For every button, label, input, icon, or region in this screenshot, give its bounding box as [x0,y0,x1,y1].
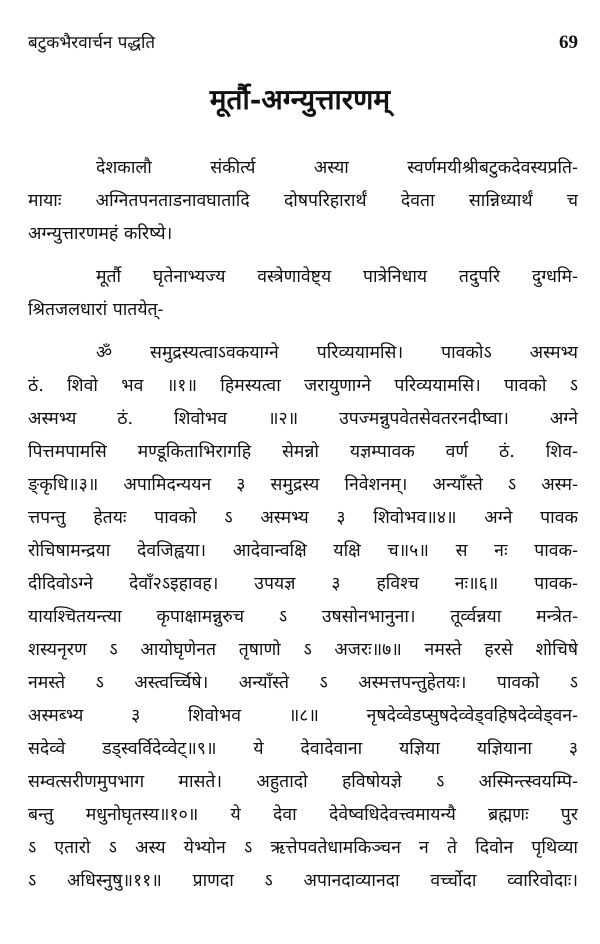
text-line: देशकालौ संकीर्त्य अस्या स्वर्णमयीश्रीबटुकदेवस्यप्रति- [96,158,578,178]
text-line: अस्मभ्य ठं. शिवोभव ॥२॥ उपज्मन्नुपवेतसेवतरनदीष्वा। अग्ने [28,409,578,429]
running-header [28,30,578,56]
body-text [28,152,578,898]
page-number: 69 [559,32,578,53]
text-line: शस्यनृरण ऽ आयोघृणेनत तृषाणो ऽ अजरः॥७॥ नमस्ते हरसे शोचिषे [28,640,578,660]
text-line: नमस्ते ऽ अस्त्वर्च्चिषे। अन्यॉंस्ते ऽ अस्मत्तपन्तुहेतयः। पावको ऽ [28,673,578,693]
paragraph-sankalpa [28,152,578,251]
text-line: ऽ अधिस्नुषु॥११॥ प्राणदा ऽ अपानदाव्यानदा वर्च्चोदा व्वारिवोदाः। [28,871,578,891]
text-line: श्रितजलधारां पातयेत्- [28,300,164,320]
text-line: यायश्चितयन्त्या कृपाक्षामन्नुरुच ऽ उषसोनभानुना। तूर्व्वन्नया मन्त्रेत- [28,607,578,627]
chapter-title: मूर्तौ-अग्न्युत्तारणम् [209,83,391,116]
text-line: पित्तमपामसि मण्डूकिताभिरागहि सेमन्नो यज्ञम्पावक वर्ण ठं. शिव- [28,442,578,462]
text-line: ॐ समुद्रस्यत्वाऽवकयाग्ने परिव्ययामसि। पावकोऽ अस्मभ्य [96,343,578,363]
paragraph-gap [28,251,578,261]
text-line: मायाः अग्नितपनताडनावघातादि दोषपरिहारार्थं देवता सान्निध्यार्थं च [28,191,578,211]
text-line: सम्वत्सरीणमुपभाग मासते। अहुतादो हविषोयज्ञे ऽ अस्मिन्त्स्वयम्पि- [28,772,578,792]
text-line: ऽ एतारो ऽ अस्य येभ्योन ऽ ऋत्तेपवतेधामकिञ्चन न ते दिवोन पृथिव्या [28,838,578,858]
text-line: अग्न्युत्तारणमहं करिष्ये। [28,224,173,244]
text-line: सदेव्वे डड्स्वर्विदेव्वेट्॥९॥ ये देवादेवाना यज्ञिया यज्ञियाना ३ [28,739,578,759]
paragraph-mantras [28,337,578,898]
text-line: ङ्कृधि॥३॥ अपामिदन्ययन ३ समुद्रस्य निवेशनम्। अन्यॉंस्ते ऽ अस्म- [28,475,578,495]
text-line: ठं. शिवो भव ॥१॥ हिमस्यत्वा जरायुणाग्ने परिव्ययामसि। पावको ऽ [28,376,578,396]
text-line: बन्तु मधुनोघृतस्य॥१०॥ ये देवा देवेष्वधिदेवत्त्वमायन्यै ब्रह्मणः पुर [28,805,578,825]
text-line: अस्मब्भ्य ३ शिवोभव ॥८॥ नृषदेव्वेडप्सुषदेव्वेड्वहिषदेव्वेड्वन- [28,706,578,726]
paragraph-instruction [28,261,578,327]
text-line: मूर्तौ घृतेनाभ्यज्य वस्त्रेणावेष्ट्य पात्रेनिधाय तदुपरि दुग्धमि- [96,267,578,287]
paragraph-gap [28,327,578,337]
text-line: त्तपन्तु हेतयः पावको ऽ अस्मभ्य ३ शिवोभव॥४॥ अग्ने पावक [28,508,578,528]
text-line: रोचिषामन्द्रया देवजिह्वया। आदेवान्वक्षि यक्षि च॥५॥ स नः पावक- [28,541,578,561]
text-line: दीदिवोऽग्ने देवाँ२ऽइहावह। उपयज्ञ ३ हविश्च नः॥६॥ पावक- [28,574,578,594]
running-header-title: बटुकभैरवार्चन पद्धति [28,33,156,53]
